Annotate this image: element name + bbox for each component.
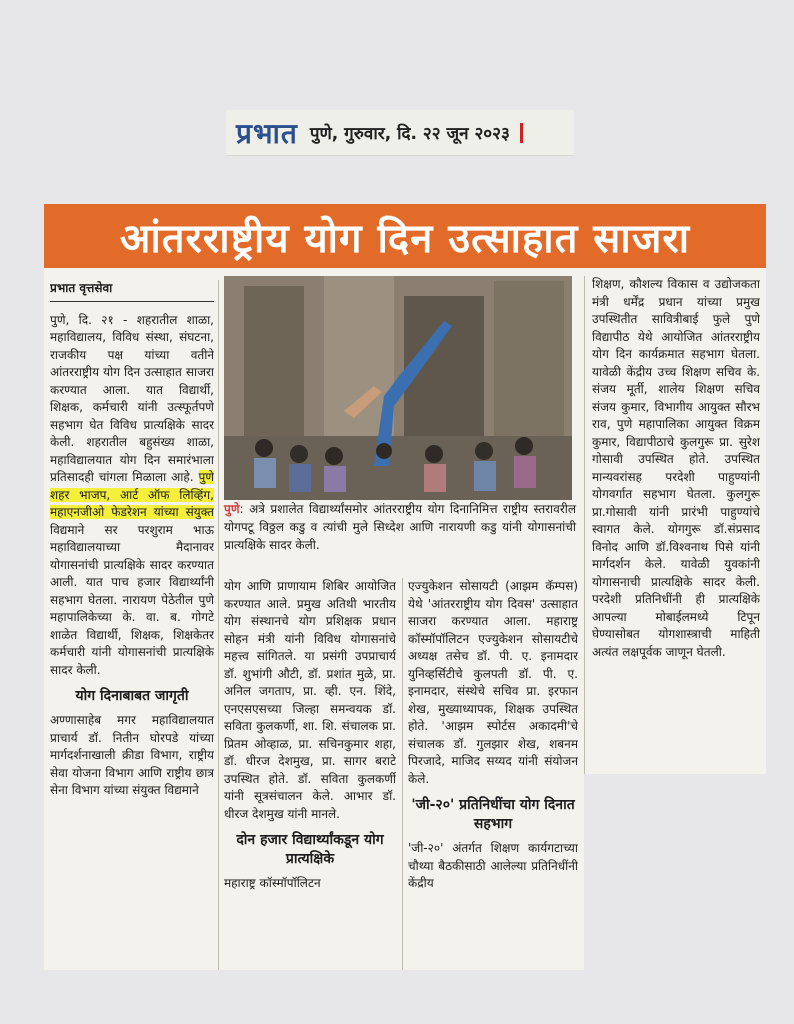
article-paragraph: महाराष्ट्र कॉस्मॉपॉलिटन (224, 876, 321, 890)
clipping-cutout (584, 774, 766, 970)
article-photo (224, 276, 572, 500)
subheading: योग दिनाबाबत जागृती (75, 688, 189, 704)
article-column-3 (408, 578, 578, 970)
masthead-divider (520, 123, 523, 143)
newspaper-logo: प्रभात (236, 116, 298, 150)
article-paragraph: पुणे, दि. २१ - शहरातील शाळा, महाविद्यालय, विविध संस्था, संघटना, राजकीय पक्ष यांच्या वतीने आंतरराष्ट्रीय योग दिन उत्साहात साजरा करण्यात आला. यात विद्यार्थी, शिक्षक, कर्मचारी यांनी उत्स्फूर्तपणे सहभाग घेत विविध प्रात्यक्षिके सादर केली. शहरातील बहुसंख्य शाळा, महाविद्यालयात योग दिन समारंभाला प्रतिसादही चांगला मिळाला आहे. पुणे शहर भाजप, आर्ट ऑफ लिव्हिंग, महाएनजीओ फेडरेशन यांच्या संयुक्त विद्यमाने सर परशुराम भाऊ महाविद्यालयाच्या मैदानावर योगासनांची प्रात्यक्षिके सादर करण्यात आली. यात पाच हजार विद्यार्थ्यांनी सहभाग घेतला. नारायण पेठेतील पुणे महापालिकेच्या के. वा. ब. गोगटे शाळेत विद्यार्थी, शिक्षक, शिक्षकेतर कर्मचारी यांनी योगासनांची प्रात्यक्षिके सादर केली. (50, 312, 214, 677)
article-paragraph: एज्युकेशन सोसायटी (आझम कॅम्पस) येथे 'आंतरराष्ट्रीय योग दिवस' उत्साहात साजरा करण्यात आला. महाराष्ट्र कॉस्मॉपॉलिटन एज्युकेशन सोसायटीचे अध्यक्ष तसेच डॉ. पी. ए. इनामदार युनिव्हर्सिटीचे कुलपती डॉ. पी. ए. इनामदार, संस्थेचे सचिव प्रा. इरफान शेख, मुख्याध्यापक, शिक्षक उपस्थित होते. 'आझम स्पोर्टस अकादमी'चे संचालक डॉ. गुलझार शेख, शबनम पिरजादे, माजिद सय्यद यांनी संयोजन केले. (408, 579, 578, 786)
byline: प्रभात वृत्तसेवा (50, 280, 214, 302)
article-paragraph: शिक्षण, कौशल्य विकास व उद्योजकता मंत्री धर्मेंद्र प्रधान यांच्या प्रमुख उपस्थितीत सावित्रीबाई फुले पुणे विद्यापीठ येथे आयोजित आंतरराष्ट्रीय योग दिन कार्यक्रमात सहभाग घेतला. यावेळी केंद्रीय उच्च शिक्षण सचिव के. संजय मूर्ती, शालेय शिक्षण सचिव संजय कुमार, विभागीय आयुक्त सौरभ राव, पुणे महापालिका आयुक्त विक्रम कुमार, विद्यापीठाचे कुलगुरू प्रा. सुरेश गोसावी उपस्थित होते. उपस्थित मान्यवरांसह परदेशी पाहुण्यांनी योगवर्गात सहभाग घेतला. कुलगुरू प्रा.गोसावी यांनी प्रारंभी पाहुण्यांचे स्वागत केले. योगगुरू डॉ.संप्रसाद विनोद आणि डॉ.विश्वनाथ पिसे यांनी मार्गदर्शन केले. यावेळी युवकांनी योगासनाची प्रात्यक्षिके सादर केली. परदेशी प्रतिनिधींनी ही प्रात्यक्षिके आपल्या मोबाईलमध्ये टिपून घेण्यासोबत योगशास्त्राची माहिती अत्यंत लक्षपूर्वक जाणून घेतली. (592, 277, 760, 659)
column-divider (218, 280, 219, 970)
article-column-1 (50, 280, 214, 966)
article-column-2 (224, 578, 396, 970)
column-divider (584, 276, 585, 774)
caption-location: पुणे (224, 502, 240, 516)
photo-caption: पुणे: अत्रे प्रशालेत विद्यार्थ्यांसमोर आंतरराष्ट्रीय योग दिनानिमित्त राष्ट्रीय स्तरावरील योगपटू विठ्ठल कडु व त्यांची मुले सिध्देश आणि नारायणी कडु यांनी योगासनांची प्रात्यक्षिके सादर केली. (224, 502, 576, 552)
headline-banner (44, 204, 766, 268)
column-divider (402, 578, 403, 970)
newspaper-masthead (226, 110, 574, 156)
subheading: 'जी-२०' प्रतिनिधींचा योग दिनात सहभाग (411, 797, 575, 832)
newspaper-clipping (44, 204, 766, 970)
article-paragraph: अण्णासाहेब मगर महाविद्यालयात प्राचार्य डॉ. नितीन घोरपडे यांच्या मार्गदर्शनाखाली क्रीडा विभाग, राष्ट्रीय सेवा योजना विभाग आणि राष्ट्रीय छात्र सेना विभाग यांच्या संयुक्त विद्यमाने (50, 713, 214, 797)
article-paragraph: 'जी-२०' अंतर्गत शिक्षण कार्यगटाच्या चौथ्या बैठकीसाठी आलेल्या प्रतिनिधींनी केंद्रीय (408, 841, 578, 890)
article-column-4 (592, 276, 760, 770)
dateline: पुणे, गुरुवार, दि. २२ जून २०२३ (309, 124, 510, 144)
yoga-demonstration-photo (224, 276, 572, 500)
highlighted-text: पुणे शहर भाजप, आर्ट ऑफ लिव्हिंग, महाएनजीओ फेडरेशन यांच्या संयुक्त (50, 470, 214, 519)
article-paragraph: योग आणि प्राणायाम शिबिर आयोजित करण्यात आले. प्रमुख अतिथी भारतीय योग संस्थानचे योग प्रशिक्षक प्रधान सोहन मंत्री यांनी विविध योगासनांचे महत्त्व सांगितले. या प्रसंगी उपप्राचार्य डॉ. शुभांगी औटी, डॉ. प्रशांत मुळे, प्रा. अनिल जगताप, प्रा. व्ही. एन. शिंदे, एनएसएसच्या जिल्हा समन्वयक डॉ. सविता कुलकर्णी, शा. शि. संचालक प्रा. प्रितम ओव्हाळ, प्रा. सचिनकुमार शहा, डॉ. धीरज देशमुख, प्रा. सागर बराटे उपस्थित होते. डॉ. सविता कुलकर्णी यांनी सूत्रसंचालन केले. आभार डॉ. धीरज देशमुख यांनी मानले. (224, 579, 396, 821)
subheading: दोन हजार विद्यार्थ्यांकडून योग प्रात्यक्षिके (236, 832, 384, 867)
headline: आंतरराष्ट्रीय योग दिन उत्साहात साजरा (119, 215, 691, 262)
